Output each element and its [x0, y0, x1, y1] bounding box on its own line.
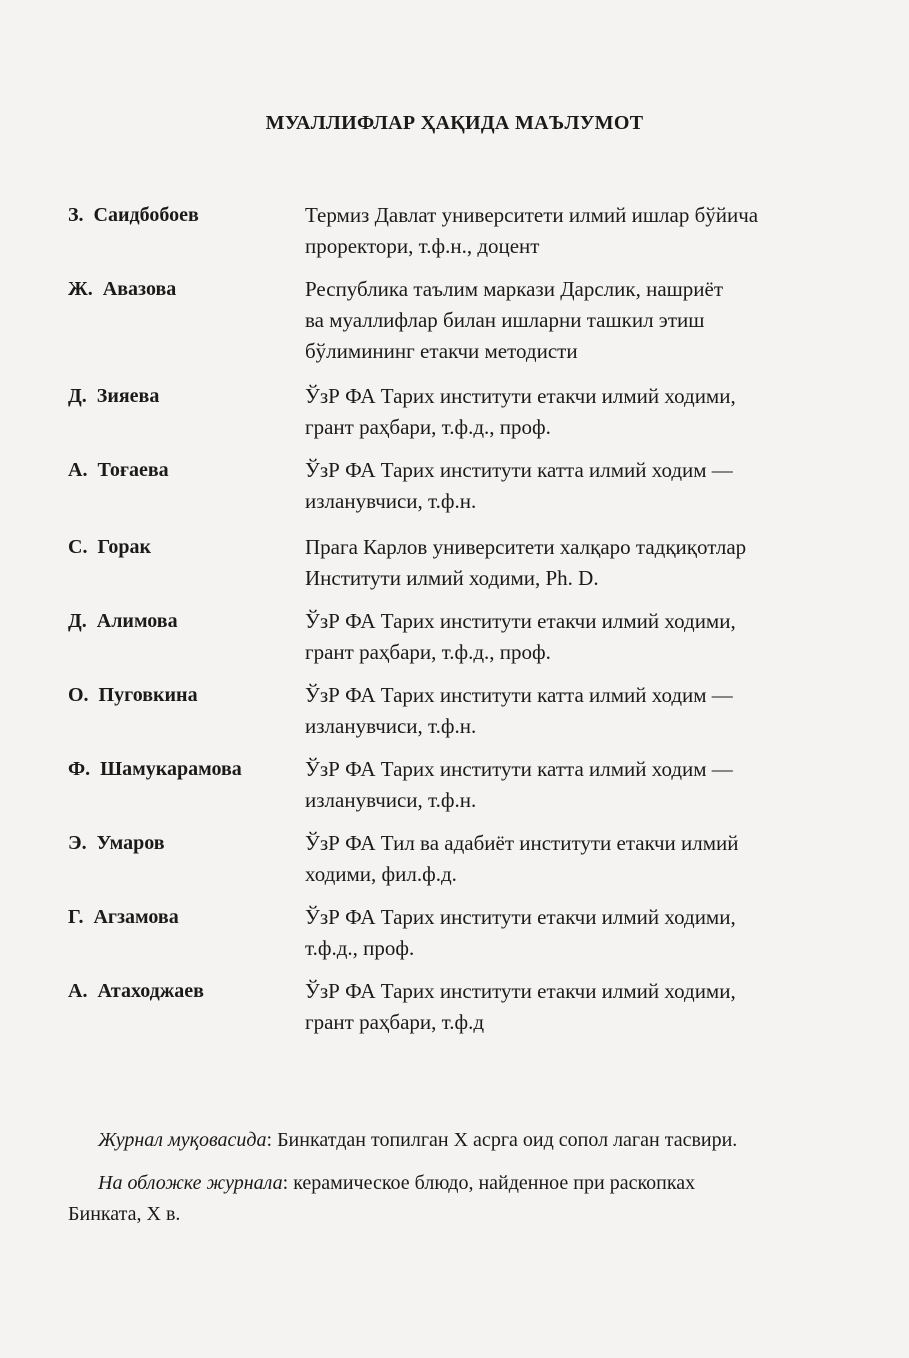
author-affiliation [305, 274, 843, 367]
author-row [68, 455, 843, 517]
author-affiliation [305, 381, 843, 443]
cover-note-uz [98, 1125, 838, 1156]
cover-note-uz-text: : Бинкатдан топилган X асрга оид сопол лаган тасвири. [266, 1129, 738, 1151]
author-affiliation [305, 606, 843, 668]
author-affiliation-line: бўлимининг етакчи методисти [305, 339, 578, 363]
author-affiliation-line: проректори, т.ф.н., доцент [305, 234, 540, 258]
author-name: Д. Зияева [68, 385, 160, 407]
cover-note [68, 1125, 838, 1242]
author-name: З. Саидбобоев [68, 204, 199, 226]
author-name: А. Тоғаева [68, 459, 169, 481]
cover-note-ru [68, 1168, 838, 1230]
author-affiliation-line: Институти илмий ходими, Ph. D. [305, 566, 599, 590]
author-affiliation-line: ЎзР ФА Тарих институти етакчи илмий ходими, [305, 905, 736, 929]
author-affiliation-line: ЎзР ФА Тарих институти етакчи илмий ходими, [305, 979, 736, 1003]
cover-note-ru-label: На обложке журнала [98, 1172, 283, 1194]
author-row [68, 200, 843, 262]
author-row [68, 680, 843, 742]
author-affiliation-line: грант раҳбари, т.ф.д., проф. [305, 640, 551, 664]
author-affiliation-line: грант раҳбари, т.ф.д., проф. [305, 415, 551, 439]
author-affiliation [305, 532, 843, 594]
author-affiliation [305, 200, 843, 262]
author-row [68, 754, 843, 816]
author-affiliation-line: ЎзР ФА Тарих институти катта илмий ходим — [305, 458, 733, 482]
author-affiliation-line: ходими, фил.ф.д. [305, 862, 457, 886]
author-affiliation [305, 902, 843, 964]
cover-note-ru-text: : керамическое блюдо, найденное при раскопках [282, 1172, 696, 1194]
author-affiliation [305, 828, 843, 890]
author-affiliation-line: ЎзР ФА Тарих институти етакчи илмий ходими, [305, 609, 736, 633]
author-affiliation-line: Республика таълим маркази Дарслик, нашриёт [305, 277, 724, 301]
author-affiliation-line: изланувчиси, т.ф.н. [305, 714, 477, 738]
cover-note-uz-label: Журнал муқовасида [98, 1129, 267, 1151]
author-affiliation-line: грант раҳбари, т.ф.д [305, 1010, 485, 1034]
author-name: Ф. Шамукарамова [68, 758, 242, 780]
author-row [68, 976, 843, 1038]
author-affiliation-line: ЎзР ФА Тарих институти катта илмий ходим — [305, 757, 733, 781]
author-row [68, 902, 843, 964]
author-affiliation-line: ЎзР ФА Тарих институти етакчи илмий ходими, [305, 384, 736, 408]
author-affiliation-line: т.ф.д., проф. [305, 936, 415, 960]
author-row [68, 274, 843, 367]
author-affiliation-line: Термиз Давлат университети илмий ишлар бўйича [305, 203, 759, 227]
author-name: Э. Умаров [68, 832, 165, 854]
author-affiliation-line: Прага Карлов университети халқаро тадқиқотлар [305, 535, 747, 559]
author-name: Ж. Авазова [68, 278, 177, 300]
author-row [68, 828, 843, 890]
author-affiliation-line: ЎзР ФА Тарих институти катта илмий ходим — [305, 683, 733, 707]
author-name: А. Атаходжаев [68, 980, 204, 1002]
author-affiliation [305, 754, 843, 816]
author-affiliation-line: ЎзР ФА Тил ва адабиёт институти етакчи илмий [305, 831, 739, 855]
author-affiliation [305, 976, 843, 1038]
author-row [68, 606, 843, 668]
author-row [68, 532, 843, 594]
author-affiliation [305, 680, 843, 742]
author-name: Д. Алимова [68, 610, 178, 632]
author-row [68, 381, 843, 443]
cover-note-ru-text-cont: Бинката, X в. [68, 1203, 181, 1225]
author-affiliation [305, 455, 843, 517]
author-affiliation-line: ва муаллифлар билан ишларни ташкил этиш [305, 308, 705, 332]
author-affiliation-line: изланувчиси, т.ф.н. [305, 788, 477, 812]
author-name: Г. Агзамова [68, 906, 179, 928]
author-name: О. Пуговкина [68, 684, 198, 706]
author-affiliation-line: изланувчиси, т.ф.н. [305, 489, 477, 513]
author-name: С. Горак [68, 536, 152, 558]
authors-list [68, 200, 843, 1050]
page-title: МУАЛЛИФЛАР ҲАҚИДА МАЪЛУМОТ [265, 112, 644, 134]
